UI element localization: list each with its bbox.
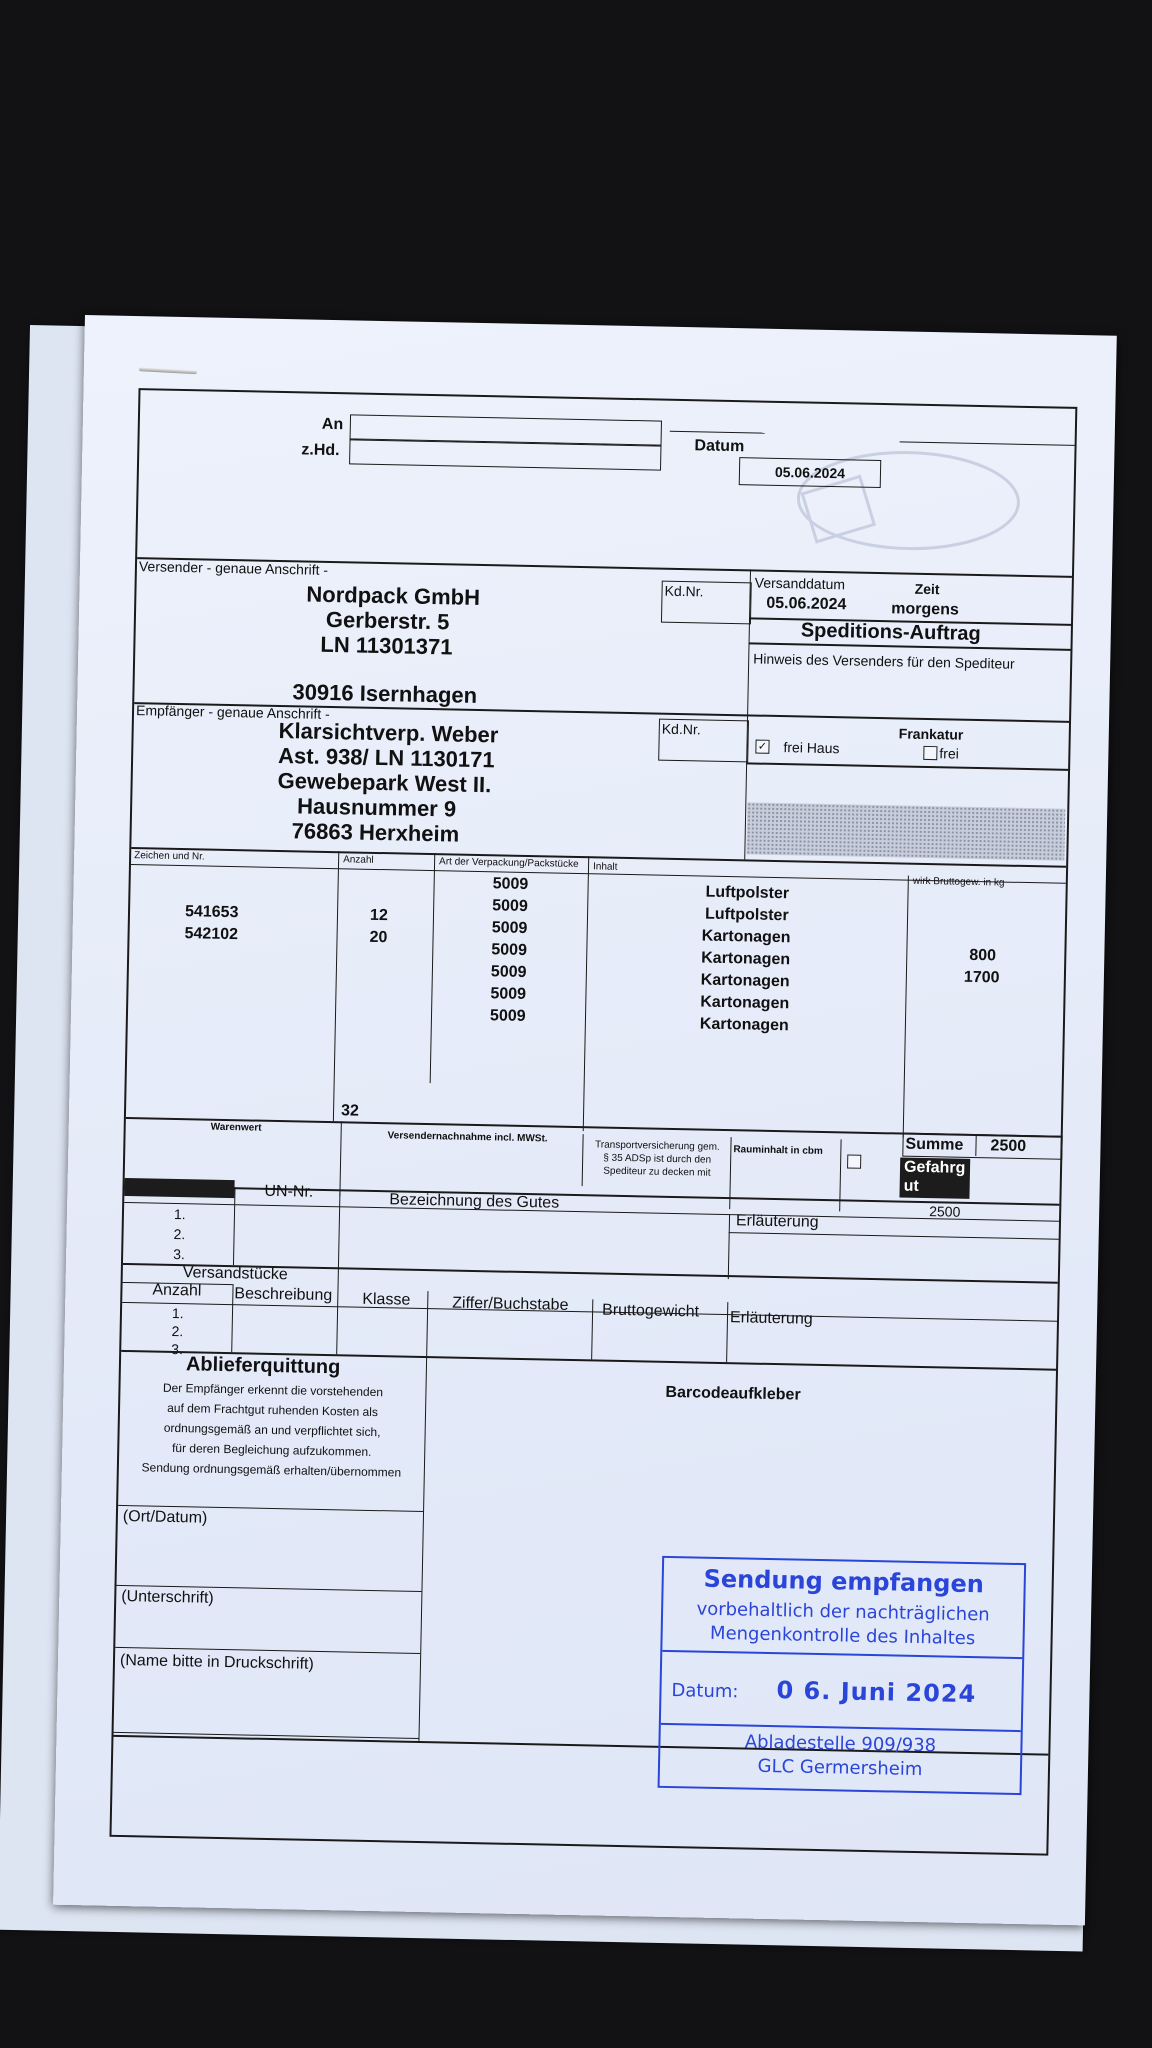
unterschrift-field[interactable] xyxy=(115,1605,421,1654)
recipient-line1: Klarsichtverp. Weber xyxy=(278,717,499,748)
frei-label: frei xyxy=(939,745,959,762)
art-2: 5009 xyxy=(492,897,528,916)
zhd-field[interactable] xyxy=(349,438,661,470)
gefahrgut-checkbox[interactable] xyxy=(847,1154,861,1168)
anzahl-2: 20 xyxy=(369,928,388,947)
hinweis-label: Hinweis des Versenders für den Spediteur xyxy=(753,650,1015,672)
inhalt-5: Kartonagen xyxy=(700,971,790,991)
unterschrift-label: (Unterschrift) xyxy=(121,1587,214,1607)
frei-haus-checkbox[interactable]: ✓ xyxy=(755,740,769,754)
dg-erlaeuterung-label: Erläuterung xyxy=(735,1212,819,1231)
dg-row-2: 2. xyxy=(173,1225,186,1243)
vs-row-1: 1. xyxy=(171,1304,184,1322)
received-stamp xyxy=(658,1556,1027,1795)
art-5: 5009 xyxy=(490,963,527,981)
ort-datum-label: (Ort/Datum) xyxy=(122,1508,208,1527)
dg-row-3: 3. xyxy=(173,1245,186,1263)
art-1: 5009 xyxy=(492,875,529,894)
transport-line1: Transportversicherung gem. xyxy=(594,1139,720,1153)
quittung-line4: für deren Begleichung aufzukommen. xyxy=(171,1440,372,1459)
vs-row-3: 3. xyxy=(171,1340,184,1358)
stamp-ablade: Abladestelle 909/938 xyxy=(744,1731,937,1757)
inhalt-1: Luftpolster xyxy=(705,883,790,903)
stamp-location: GLC Germersheim xyxy=(757,1755,923,1781)
anzahl-1: 12 xyxy=(369,906,388,925)
inhalt-2: Luftpolster xyxy=(704,905,789,925)
col-art-label: Art der Verpackung/Packstücke xyxy=(438,856,579,871)
dg-row-1: 1. xyxy=(173,1205,186,1223)
sender-label: Versender - genaue Anschrift - xyxy=(138,558,329,578)
versanddatum-label: Versanddatum xyxy=(754,574,846,593)
recipient-label: Empfänger - genaue Anschrift - xyxy=(135,702,330,722)
ort-datum-field[interactable] xyxy=(116,1530,422,1592)
barcode-label: Barcodeaufkleber xyxy=(665,1383,801,1404)
quittung-line5: Sendung ordnungsgemäß erhalten/übernommen xyxy=(141,1460,402,1480)
recipient-line4: Hausnummer 9 xyxy=(296,793,457,822)
quittung-title: Ablieferquittung xyxy=(185,1353,341,1379)
quittung-line3: ordnungsgemäß an und verpflichtet sich, xyxy=(163,1420,381,1440)
transport-line3: Spediteur zu decken mit xyxy=(603,1165,711,1179)
name-label: (Name bitte in Druckschrift) xyxy=(119,1651,314,1673)
name-field[interactable] xyxy=(114,1670,420,1739)
art-4: 5009 xyxy=(491,941,528,959)
zeit-label: Zeit xyxy=(914,580,940,598)
col-zeichen-label: Zeichen und Nr. xyxy=(134,850,205,863)
frei-haus-label: frei Haus xyxy=(783,739,840,757)
art-7: 5009 xyxy=(489,1007,526,1025)
brutto-2: 1700 xyxy=(963,968,1000,987)
stamp-line2: Mengenkontrolle des Inhaltes xyxy=(709,1622,976,1650)
vs-klasse-label: Klasse xyxy=(362,1290,411,1309)
auftrag-title: Speditions-Auftrag xyxy=(800,619,981,646)
inhalt-7: Kartonagen xyxy=(699,1015,789,1035)
col-brutto-label: wirk Bruttogew. in kg xyxy=(912,875,1005,889)
zeichen-2: 542102 xyxy=(184,925,239,944)
vs-ziffer-label: Ziffer/Buchstabe xyxy=(452,1294,569,1314)
sender-city: 30916 Isernhagen xyxy=(292,679,478,708)
staple xyxy=(139,367,197,374)
col-inhalt-label: Inhalt xyxy=(592,861,618,873)
art-6: 5009 xyxy=(490,985,527,1003)
gefahrgut-value: 2500 xyxy=(929,1203,961,1220)
zeichen-1: 541653 xyxy=(184,903,239,922)
quittung-line2: auf dem Frachtgut ruhenden Kosten als xyxy=(167,1400,379,1420)
zeit-value: morgens xyxy=(891,600,960,619)
nachnahme-label: Versendernachnahme incl. MWSt. xyxy=(387,1130,548,1145)
recipient-kdnr-label: Kd.Nr. xyxy=(661,720,701,738)
summe-value: 2500 xyxy=(990,1137,1027,1156)
dark-header-strip xyxy=(124,1178,234,1198)
frei-checkbox[interactable] xyxy=(923,746,937,760)
sender-name: Nordpack GmbH xyxy=(306,581,481,610)
art-3: 5009 xyxy=(491,919,528,938)
bezeichnung-label: Bezeichnung des Gutes xyxy=(389,1191,560,1212)
stamp-datum-label: Datum: xyxy=(671,1680,739,1703)
stamp-datum-value: 0 6. Juni 2024 xyxy=(776,1676,977,1709)
warenwert-label: Warenwert xyxy=(210,1121,262,1134)
versanddatum-value: 05.06.2024 xyxy=(766,594,847,614)
quittung-line1: Der Empfänger erkennt die vorstehenden xyxy=(162,1380,384,1400)
anzahl-total: 32 xyxy=(340,1102,360,1120)
inhalt-6: Kartonagen xyxy=(700,993,790,1013)
frankatur-label: Frankatur xyxy=(898,725,964,743)
shaded-field xyxy=(746,802,1065,860)
shipping-order-document xyxy=(53,315,1117,1925)
inhalt-4: Kartonagen xyxy=(701,949,791,969)
datum-label: Datum xyxy=(694,437,745,456)
sender-street: Gerberstr. 5 xyxy=(325,606,450,635)
gefahrgut-line1: Gefahrg xyxy=(903,1158,966,1177)
speditions-auftrag-form xyxy=(109,388,1077,1856)
col-anzahl-label: Anzahl xyxy=(343,854,374,866)
transport-line2: § 35 ADSp ist durch den xyxy=(603,1152,712,1166)
vs-anzahl-label: Anzahl xyxy=(152,1281,202,1300)
gefahrgut-line2: ut xyxy=(903,1177,919,1195)
stamp-title: Sendung empfangen xyxy=(703,1564,985,1599)
summe-label: Summe xyxy=(905,1135,964,1154)
sender-ln: LN 11301371 xyxy=(320,631,453,660)
recipient-line5: 76863 Herxheim xyxy=(291,818,460,847)
brutto-1: 800 xyxy=(969,946,997,965)
versandstuecke-title: Versandstücke xyxy=(182,1264,288,1284)
vs-erlaeuterung-label: Erläuterung xyxy=(729,1309,813,1328)
stamp-line1: vorbehaltlich der nachträglichen xyxy=(696,1598,990,1626)
recipient-line2: Ast. 938/ LN 1130171 xyxy=(277,742,495,773)
raum-label: Rauminhalt in cbm xyxy=(733,1144,823,1157)
inhalt-3: Kartonagen xyxy=(701,927,791,947)
sender-kdnr-label: Kd.Nr. xyxy=(664,582,704,600)
recipient-line3: Gewebepark West II. xyxy=(277,767,492,798)
un-label: UN-Nr. xyxy=(264,1182,314,1201)
vs-brutto-label: Bruttogewicht xyxy=(601,1301,700,1321)
zhd-label: z.Hd. xyxy=(301,441,340,460)
vs-beschreibung-label: Beschreibung xyxy=(234,1285,333,1305)
an-label: An xyxy=(321,415,344,434)
datum-field[interactable]: 05.06.2024 xyxy=(739,457,882,488)
vs-row-2: 2. xyxy=(171,1322,184,1340)
